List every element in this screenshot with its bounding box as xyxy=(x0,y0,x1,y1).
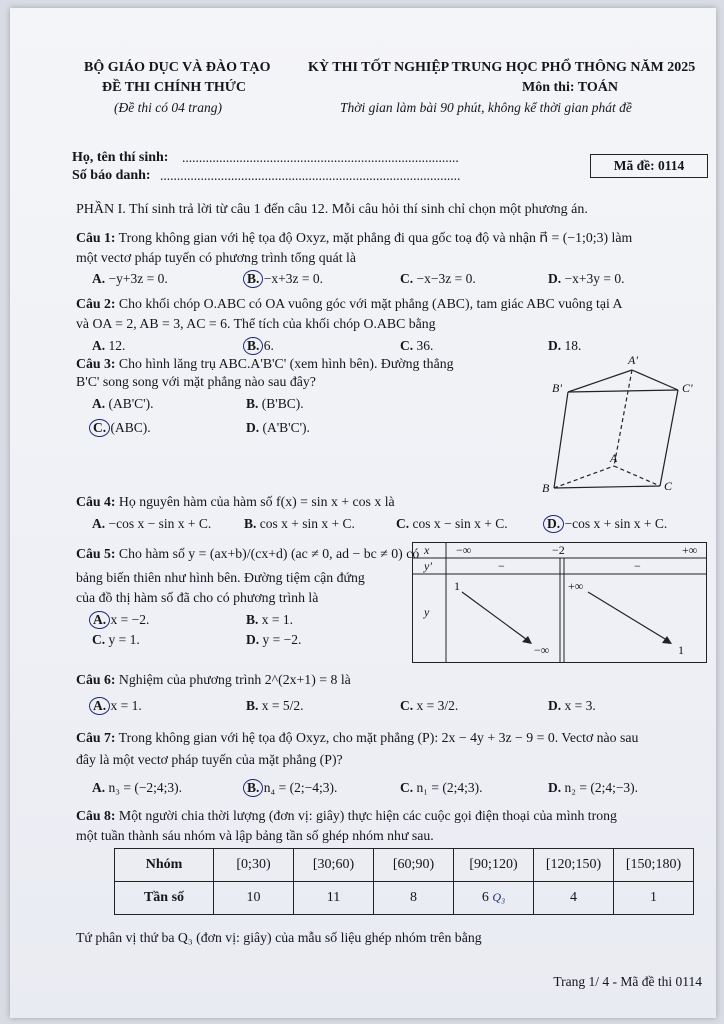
table-cell-with-note: 6 Q₃ xyxy=(454,882,534,915)
q1-option-a[interactable]: A. −y+3z = 0. xyxy=(92,271,168,286)
table-cell: 1 xyxy=(614,882,694,915)
table-head-freq: Tần số xyxy=(115,882,214,915)
q6-option-a[interactable]: A. x = 1. xyxy=(92,698,142,714)
question-1-line2: một vectơ pháp tuyến có phương trình tổng quát là xyxy=(76,250,356,265)
q7-option-c[interactable]: C. n₁ = (2;4;3). xyxy=(400,780,483,795)
q6-option-c[interactable]: C. x = 3/2. xyxy=(400,698,459,713)
question-8-line2: một tuần thành sáu nhóm và lập bảng tần số ghép nhóm như sau. xyxy=(76,828,434,843)
exam-page xyxy=(10,8,716,1018)
edge-c1c xyxy=(660,390,678,486)
pages-note: (Đề thi có 04 trang) xyxy=(114,100,222,115)
vt-val-1b: 1 xyxy=(678,643,684,657)
edge-ac xyxy=(614,466,660,486)
vt-val-neg-inf: −∞ xyxy=(534,643,550,657)
table-cell: 4 xyxy=(534,882,614,915)
vt-sign-right: − xyxy=(634,559,641,573)
q5-option-c[interactable]: C. y = 1. xyxy=(92,632,140,647)
edge-a1c1 xyxy=(632,370,678,390)
label-b: B xyxy=(542,481,550,495)
vt-x: x xyxy=(424,543,430,557)
handwritten-note: Q₃ xyxy=(492,890,506,904)
question-1: Câu 1: Trong không gian với hệ tọa độ Oxyz, mặt phẳng đi qua gốc toạ độ và nhận n⃗ = (−1;0;3) làm xyxy=(76,230,633,245)
q3-option-c[interactable]: C. (ABC). xyxy=(92,420,151,436)
question-7-line2: đây là một vectơ pháp tuyến của mặt phẳng (P)? xyxy=(76,752,343,767)
question-8: Câu 8: Một người chia thời lượng (đơn vị: giây) thực hiện các cuộc gọi điện thoại của mình trong xyxy=(76,808,617,823)
vt-arrow-left xyxy=(462,592,530,642)
vt-arrowhead-right xyxy=(662,636,672,644)
label-a1: A' xyxy=(628,353,638,367)
edge-b1a1 xyxy=(568,370,632,392)
vt-arrow-right xyxy=(588,592,670,642)
q4-option-b[interactable]: B. cos x + sin x + C. xyxy=(244,516,355,531)
table-cell: 11 xyxy=(294,882,374,915)
time-note: Thời gian làm bài 90 phút, không kể thời gian phát đề xyxy=(340,100,632,115)
label-c1: C' xyxy=(682,381,693,395)
official-label: ĐỀ THI CHÍNH THỨC xyxy=(102,80,247,95)
vt-val-pos-inf: +∞ xyxy=(568,579,584,593)
q5-option-b[interactable]: B. x = 1. xyxy=(246,612,294,627)
question-3: Câu 3: Cho hình lăng trụ ABC.A'B'C' (xem hình bên). Đường thẳng xyxy=(76,356,454,371)
id-dots: ......................................................................................... xyxy=(160,168,461,183)
variation-table xyxy=(412,542,708,664)
vt-minus-inf: −∞ xyxy=(456,543,472,557)
edge-ba xyxy=(554,466,614,488)
q1-option-c[interactable]: C. −x−3z = 0. xyxy=(400,271,476,286)
part1-instruction: PHẦN I. Thí sinh trả lời từ câu 1 đến câu 12. Mỗi câu hỏi thí sinh chỉ chọn một phương án. xyxy=(76,202,588,217)
question-7: Câu 7: Trong không gian với hệ tọa độ Oxyz, cho mặt phẳng (P): 2x − 4y + 3z − 9 = 0. Vectơ nào sau xyxy=(76,730,639,745)
question-2-line2: và OA = 2, AB = 3, AC = 6. Thể tích của khối chóp O.ABC bằng xyxy=(76,316,436,331)
q5-option-a[interactable]: A. x = −2. xyxy=(92,612,149,628)
q6-option-b[interactable]: B. x = 5/2. xyxy=(246,698,304,713)
vt-sign-left: − xyxy=(498,559,505,573)
q5-option-d[interactable]: D. y = −2. xyxy=(246,632,302,647)
question-4: Câu 4: Họ nguyên hàm của hàm số f(x) = sin x + cos x là xyxy=(76,494,395,509)
table-row xyxy=(115,849,694,882)
question-3-line2: B'C' song song với mặt phẳng nào sau đây? xyxy=(76,374,316,389)
vt-val-1: 1 xyxy=(454,579,460,593)
table-row xyxy=(115,882,694,915)
exam-title: KỲ THI TỐT NGHIỆP TRUNG HỌC PHỔ THÔNG NĂM 2025 xyxy=(308,60,696,75)
q1-option-b[interactable]: B. −x+3z = 0. xyxy=(246,271,323,287)
q6-option-d[interactable]: D. x = 3. xyxy=(548,698,596,713)
table-cell: [150;180) xyxy=(614,849,694,882)
name-label: Họ, tên thí sinh: xyxy=(72,150,169,165)
q4-option-c[interactable]: C. cos x − sin x + C. xyxy=(396,516,508,531)
table-cell: 10 xyxy=(214,882,294,915)
question-5-line3: của đồ thị hàm số đã cho có phương trình là xyxy=(76,590,319,605)
label-a: A xyxy=(610,451,618,465)
q2-option-d[interactable]: D. 18. xyxy=(548,338,582,353)
prism-figure xyxy=(530,348,710,498)
question-5-line2: bảng biến thiên như hình bên. Đường tiệm cận đứng xyxy=(76,570,365,585)
vt-yprime: y' xyxy=(424,559,432,573)
ministry-name: BỘ GIÁO DỤC VÀ ĐÀO TẠO xyxy=(84,60,271,75)
q7-option-b[interactable]: B. n₄ = (2;−4;3). xyxy=(246,780,337,796)
q3-option-d[interactable]: D. (A'B'C'). xyxy=(246,420,310,435)
q1-option-d[interactable]: D. −x+3y = 0. xyxy=(548,271,625,286)
name-dots: .................................................................................. xyxy=(182,150,459,165)
id-label: Số báo danh: xyxy=(72,168,151,183)
vt-y: y xyxy=(424,605,430,619)
frequency-table xyxy=(114,848,694,915)
table-cell: [90;120) xyxy=(454,849,534,882)
exam-code-box: Mã đề: 0114 xyxy=(590,154,708,178)
q7-option-a[interactable]: A. n₃ = (−2;4;3). xyxy=(92,780,183,795)
page-footer: Trang 1/ 4 - Mã đề thi 0114 xyxy=(553,974,702,989)
vt-plus-inf: +∞ xyxy=(682,543,698,557)
table-cell: 8 xyxy=(374,882,454,915)
edge-bc xyxy=(554,486,660,488)
question-5: Câu 5: Cho hàm số y = (ax+b)/(cx+d) (ac ≠ 0, ad − bc ≠ 0) có xyxy=(76,546,420,561)
q2-option-c[interactable]: C. 36. xyxy=(400,338,434,353)
table-cell: [60;90) xyxy=(374,849,454,882)
q2-option-b[interactable]: B. 6. xyxy=(246,338,274,354)
edge-b1c1 xyxy=(568,390,678,392)
q2-option-a[interactable]: A. 12. xyxy=(92,338,126,353)
edge-b1b xyxy=(554,392,568,488)
q3-option-a[interactable]: A. (AB'C'). xyxy=(92,396,154,411)
q7-option-d[interactable]: D. n₂ = (2;4;−3). xyxy=(548,780,639,795)
table-head-group: Nhóm xyxy=(115,849,214,882)
vt-minus-2: −2 xyxy=(552,543,565,557)
question-8-line3: Tứ phân vị thứ ba Q₃ (đơn vị: giây) của mẫu số liệu ghép nhóm trên bằng xyxy=(76,930,482,945)
q4-option-a[interactable]: A. −cos x − sin x + C. xyxy=(92,516,212,531)
label-c: C xyxy=(664,479,673,493)
q4-option-d[interactable]: D. −cos x + sin x + C. xyxy=(546,516,667,532)
q3-option-b[interactable]: B. (B'BC). xyxy=(246,396,304,411)
subject: Môn thi: TOÁN xyxy=(522,80,618,95)
question-2: Câu 2: Cho khối chóp O.ABC có OA vuông góc với mặt phẳng (ABC), tam giác ABC vuông tại A xyxy=(76,296,623,311)
table-cell: [0;30) xyxy=(214,849,294,882)
question-6: Câu 6: Nghiệm của phương trình 2^(2x+1) = 8 là xyxy=(76,672,351,687)
table-cell: [30;60) xyxy=(294,849,374,882)
table-cell: [120;150) xyxy=(534,849,614,882)
label-b1: B' xyxy=(552,381,562,395)
